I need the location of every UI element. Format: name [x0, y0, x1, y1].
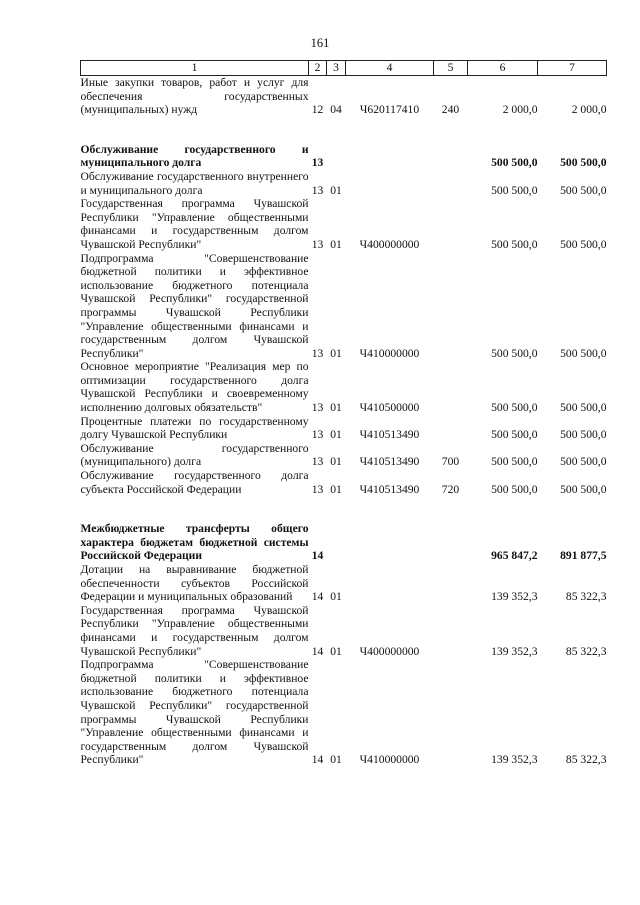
row-subsection: 01: [330, 644, 342, 658]
table-row: [81, 252, 607, 361]
row-description: Обслуживание государственного и муниципального долга: [80, 142, 309, 170]
row-target-code: [346, 522, 434, 563]
row-subsection: [327, 143, 346, 170]
row-expense-type: [434, 658, 468, 767]
row-subsection: 01: [330, 183, 342, 197]
row-amount-year1: 500 500,0: [491, 428, 538, 442]
row-subsection: 01: [330, 237, 342, 251]
row-section: 13: [311, 237, 324, 251]
row-target-code: Ч410513490: [359, 455, 420, 469]
row-expense-type: 700: [441, 455, 460, 469]
row-amount-year2: 500 500,0: [560, 482, 607, 496]
column-header: 1: [81, 61, 309, 76]
table-row: [81, 604, 607, 658]
row-target-code: Ч410000000: [359, 346, 420, 360]
row-amount-year1: 965 847,2: [491, 549, 538, 563]
row-subsection: 01: [330, 401, 342, 415]
column-header: 5: [434, 61, 468, 76]
row-description: Обслуживание государственного внутреннего и муниципального долга: [80, 169, 309, 197]
row-description: Обслуживание государственного (муниципального) долга: [80, 441, 309, 469]
row-target-code: Ч620117410: [359, 103, 420, 117]
table-row: [81, 522, 607, 563]
table-row: [81, 469, 607, 496]
row-expense-type: 240: [441, 103, 460, 117]
row-amount-year2: 500 500,0: [560, 401, 607, 415]
row-description: Дотации на выравнивание бюджетной обеспеченности субъектов Российской Федерации и муниципальных образований: [80, 563, 309, 604]
row-amount-year2: 2 000,0: [571, 103, 607, 117]
row-amount-year1: 2 000,0: [502, 103, 538, 117]
row-subsection: 01: [330, 753, 342, 767]
row-amount-year2: 500 500,0: [560, 428, 607, 442]
row-amount-year1: 500 500,0: [491, 346, 538, 360]
table-row: [81, 658, 607, 767]
row-amount-year2: 500 500,0: [560, 156, 607, 170]
spacer-cell: [81, 496, 607, 522]
row-amount-year1: 500 500,0: [491, 156, 538, 170]
row-subsection: 01: [330, 428, 342, 442]
row-target-code: Ч400000000: [359, 644, 420, 658]
column-header: 2: [309, 61, 327, 76]
row-target-code: Ч410513490: [359, 428, 420, 442]
row-subsection: 01: [330, 482, 342, 496]
row-target-code: [346, 143, 434, 170]
row-section: 13: [311, 156, 324, 170]
spacer-cell: [81, 117, 607, 143]
row-section: 14: [311, 549, 324, 563]
row-section: 13: [311, 455, 324, 469]
row-expense-type: [434, 604, 468, 658]
row-target-code: Ч410513490: [359, 482, 420, 496]
row-amount-year1: 500 500,0: [491, 455, 538, 469]
table-row: [81, 415, 607, 442]
row-amount-year2: 500 500,0: [560, 183, 607, 197]
table-row: [81, 360, 607, 414]
row-section: 13: [311, 183, 324, 197]
row-subsection: [327, 522, 346, 563]
table-row: [81, 442, 607, 469]
row-amount-year2: 500 500,0: [560, 346, 607, 360]
row-description: Подпрограмма "Совершенствование бюджетной политики и эффективное использование бюджетного потенциала Чувашской Республики" государственной программы Чувашской Республики "Управление общественными финансами и государственным долгом Чувашской Республики": [80, 658, 309, 767]
row-amount-year1: 139 352,3: [491, 644, 538, 658]
row-expense-type: [434, 252, 468, 361]
row-target-code: Ч400000000: [359, 237, 420, 251]
row-expense-type: [434, 360, 468, 414]
column-header: 7: [538, 61, 607, 76]
row-amount-year1: 500 500,0: [491, 401, 538, 415]
row-target-code: Ч410000000: [359, 753, 420, 767]
row-description: Обслуживание государственного долга субъекта Российской Федерации: [80, 469, 309, 496]
row-expense-type: [434, 522, 468, 563]
row-description: Основное мероприятие "Реализация мер по оптимизации государственного долга Чувашской Республики и своевременному исполнению долговых обязательств": [80, 360, 309, 415]
row-section: 14: [311, 644, 324, 658]
row-amount-year2: 85 322,3: [565, 753, 607, 767]
table-row: [81, 76, 607, 117]
row-description: Подпрограмма "Совершенствование бюджетной политики и эффективное использование бюджетного потенциала Чувашской Республики" государственной программы Чувашской Республики "Управление общественными финансами и государственным долгом Чувашской Республики": [80, 251, 309, 360]
row-target-code: Ч410500000: [359, 401, 420, 415]
table-header-row: [81, 61, 607, 76]
column-header: 4: [346, 61, 434, 76]
row-section: 12: [311, 103, 324, 117]
row-spacer: [81, 496, 607, 522]
row-expense-type: [434, 197, 468, 251]
row-amount-year1: 500 500,0: [491, 183, 538, 197]
row-subsection: 01: [330, 590, 342, 604]
row-amount-year2: 500 500,0: [560, 455, 607, 469]
row-expense-type: [434, 563, 468, 604]
row-section: 13: [311, 482, 324, 496]
page-number: 161: [310, 36, 330, 50]
row-section: 14: [311, 753, 324, 767]
row-section: 13: [311, 428, 324, 442]
table-row: [81, 563, 607, 604]
table-row: [81, 170, 607, 197]
row-target-code: [346, 563, 434, 604]
row-section: 14: [311, 590, 324, 604]
row-amount-year2: 85 322,3: [565, 590, 607, 604]
row-amount-year1: 500 500,0: [491, 482, 538, 496]
row-spacer: [81, 117, 607, 143]
row-expense-type: [434, 415, 468, 442]
row-expense-type: 720: [441, 482, 460, 496]
row-description: Межбюджетные трансферты общего характера бюджетам бюджетной системы Российской Федерации: [80, 522, 309, 563]
table-body: [81, 76, 607, 767]
table-row: [81, 197, 607, 251]
column-header: 6: [468, 61, 538, 76]
row-target-code: [346, 170, 434, 197]
row-description: Процентные платежи по государственному долгу Чувашской Республики: [80, 414, 309, 442]
table-row: [81, 143, 607, 170]
row-description: Государственная программа Чувашской Республики "Управление общественными финансами и государственным долгом Чувашской Республики": [80, 197, 309, 251]
row-section: 13: [311, 346, 324, 360]
row-expense-type: [434, 170, 468, 197]
row-subsection: 01: [330, 346, 342, 360]
row-subsection: 01: [330, 455, 342, 469]
column-header: 3: [327, 61, 346, 76]
row-amount-year2: 891 877,5: [560, 549, 607, 563]
row-amount-year1: 139 352,3: [491, 590, 538, 604]
row-amount-year2: 85 322,3: [565, 644, 607, 658]
row-description: Государственная программа Чувашской Республики "Управление общественными финансами и государственным долгом Чувашской Республики": [80, 603, 309, 658]
row-subsection: 04: [330, 103, 342, 117]
row-description: Иные закупки товаров, работ и услуг для обеспечения государственных (муниципальных) нужд: [80, 76, 309, 117]
budget-table: [80, 60, 607, 767]
row-amount-year2: 500 500,0: [560, 237, 607, 251]
row-amount-year1: 139 352,3: [491, 753, 538, 767]
row-amount-year1: 500 500,0: [491, 237, 538, 251]
row-expense-type: [434, 143, 468, 170]
row-section: 13: [311, 401, 324, 415]
